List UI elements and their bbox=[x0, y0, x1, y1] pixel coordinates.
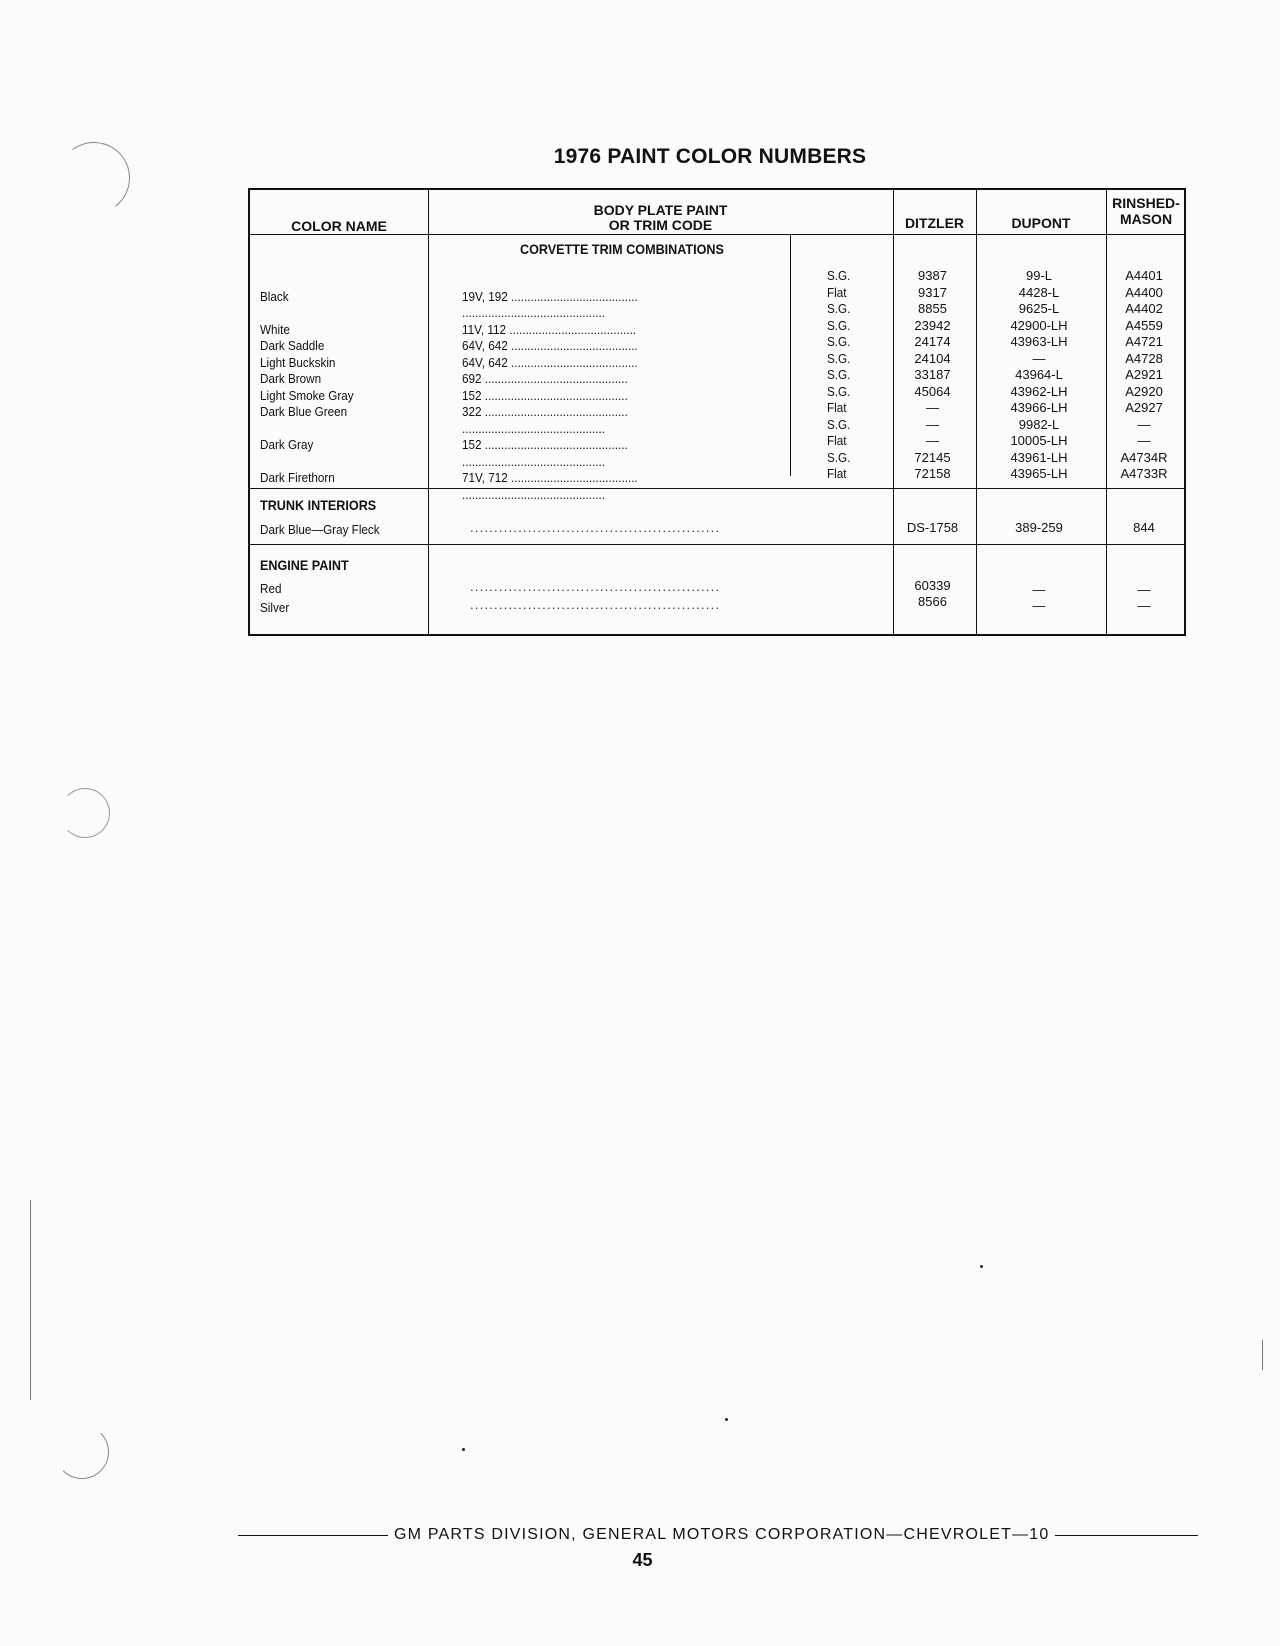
row-finish: Flat bbox=[827, 433, 847, 448]
trunk-rinshed: 844 bbox=[1133, 520, 1155, 535]
row-rinshed: A4721 bbox=[1125, 334, 1163, 349]
row-color-name: Dark Saddle bbox=[260, 338, 325, 353]
engine-row-red-dots: .................................................... bbox=[470, 579, 721, 594]
row-rinshed: A2921 bbox=[1125, 367, 1163, 382]
engine-row-red-dupont: — bbox=[1032, 582, 1046, 597]
row-trim-code: ............................................ bbox=[462, 453, 606, 469]
engine-row-silver-dupont: — bbox=[1032, 598, 1046, 613]
trunk-dots: .................................................... bbox=[470, 520, 721, 535]
row-rinshed: A4401 bbox=[1125, 268, 1163, 283]
row-color-name: Dark Blue Green bbox=[260, 404, 348, 419]
row-rinshed: A4400 bbox=[1125, 284, 1163, 300]
header-body-plate-line2: OR TRIM CODE bbox=[608, 217, 713, 233]
row-finish: Flat bbox=[827, 466, 847, 481]
row-dupont: — bbox=[1032, 350, 1046, 366]
footer-rule-left bbox=[238, 1535, 388, 1536]
corvette-subheader: CORVETTE TRIM COMBINATIONS bbox=[520, 241, 724, 257]
row-finish: S.G. bbox=[827, 416, 851, 432]
row-ditzler: — bbox=[926, 400, 939, 415]
row-dupont: 43961-LH bbox=[1010, 449, 1068, 465]
column-divider bbox=[428, 190, 429, 634]
row-finish: S.G. bbox=[827, 367, 851, 382]
row-trim-code: 692 ............................................ bbox=[462, 371, 628, 386]
scan-speck bbox=[725, 1418, 728, 1421]
row-ditzler: 24174 bbox=[914, 334, 951, 349]
trunk-ditzler: DS-1758 bbox=[906, 520, 959, 535]
row-finish: S.G. bbox=[827, 334, 851, 349]
binder-hole-bottom bbox=[55, 1425, 109, 1479]
row-ditzler: — bbox=[926, 416, 939, 432]
row-dupont: 4428-L bbox=[1018, 284, 1060, 300]
scan-speck bbox=[462, 1448, 465, 1451]
row-dupont: 43965-LH bbox=[1010, 466, 1068, 481]
row-finish: Flat bbox=[827, 284, 847, 300]
row-dupont: 43964-L bbox=[1015, 367, 1063, 382]
row-dupont: 10005-LH bbox=[1010, 433, 1068, 448]
row-color-name: Light Buckskin bbox=[260, 354, 336, 370]
row-rinshed: A4728 bbox=[1125, 350, 1163, 366]
row-finish: S.G. bbox=[827, 301, 851, 316]
engine-row-silver-ditzler: 8566 bbox=[918, 594, 947, 609]
row-trim-code: ............................................ bbox=[462, 420, 606, 436]
row-color-name: Black bbox=[260, 288, 289, 304]
row-ditzler: 9387 bbox=[918, 268, 947, 283]
row-color-name: Light Smoke Gray bbox=[260, 387, 354, 403]
row-rinshed: A4559 bbox=[1125, 317, 1163, 333]
engine-section-title: ENGINE PAINT bbox=[260, 557, 349, 573]
engine-row-silver-rinshed: — bbox=[1137, 598, 1151, 613]
row-rinshed: A2920 bbox=[1125, 383, 1163, 399]
row-dupont: 43966-LH bbox=[1010, 400, 1068, 415]
row-trim-code: 322 ............................................ bbox=[462, 404, 628, 419]
header-rinshed-line2: MASON bbox=[1119, 211, 1173, 227]
footer-rule-right bbox=[1055, 1535, 1198, 1536]
row-ditzler: — bbox=[926, 433, 939, 448]
finish-divider bbox=[790, 234, 791, 476]
row-color-name: White bbox=[260, 321, 290, 337]
row-color-name: Dark Gray bbox=[260, 437, 314, 452]
engine-row-silver-name: Silver bbox=[260, 600, 290, 615]
scan-edge-left bbox=[30, 1200, 31, 1400]
binder-hole-middle bbox=[60, 788, 110, 838]
scan-speck bbox=[980, 1265, 983, 1268]
row-finish: S.G. bbox=[827, 449, 851, 465]
row-dupont: 43963-LH bbox=[1010, 334, 1068, 349]
row-trim-code: 64V, 642 ....................................... bbox=[462, 354, 638, 370]
engine-row-red-rinshed: — bbox=[1137, 582, 1151, 597]
trunk-section-title: TRUNK INTERIORS bbox=[260, 497, 377, 513]
row-finish: S.G. bbox=[827, 350, 851, 366]
row-ditzler: 23942 bbox=[914, 317, 951, 333]
row-color-name: Dark Firethorn bbox=[260, 470, 335, 485]
header-dupont: DUPONT bbox=[1011, 215, 1071, 231]
row-trim-code: ............................................ bbox=[462, 486, 606, 502]
scan-edge-right bbox=[1262, 1340, 1263, 1370]
row-ditzler: 33187 bbox=[914, 367, 951, 382]
row-dupont: 43962-LH bbox=[1010, 383, 1068, 399]
row-trim-code: 152 ............................................ bbox=[462, 437, 628, 452]
row-dupont: 99-L bbox=[1025, 268, 1053, 283]
row-color-name: Dark Brown bbox=[260, 371, 322, 386]
row-ditzler: 72145 bbox=[914, 449, 951, 465]
row-trim-code: 19V, 192 ....................................... bbox=[462, 288, 638, 304]
section-rule bbox=[250, 544, 1184, 545]
row-rinshed: — bbox=[1137, 433, 1151, 448]
row-ditzler: 24104 bbox=[914, 350, 951, 366]
row-rinshed: A4733R bbox=[1120, 466, 1168, 481]
row-dupont: 9982-L bbox=[1018, 416, 1060, 432]
row-trim-code: 152 ............................................ bbox=[462, 387, 628, 403]
row-rinshed: A4402 bbox=[1125, 301, 1163, 316]
row-rinshed: A4734R bbox=[1120, 449, 1168, 465]
header-ditzler: DITZLER bbox=[904, 215, 965, 231]
row-trim-code: 71V, 712 ....................................... bbox=[462, 470, 638, 485]
page-number-wrap bbox=[0, 1550, 1280, 1571]
header-color-name: COLOR NAME bbox=[291, 218, 387, 234]
page-title: 1976 PAINT COLOR NUMBERS bbox=[553, 145, 867, 168]
row-dupont: 42900-LH bbox=[1010, 317, 1068, 333]
engine-row-silver-dots: .................................................... bbox=[470, 597, 721, 612]
section-rule bbox=[250, 488, 1184, 489]
footer bbox=[238, 1523, 1198, 1547]
row-dupont: 9625-L bbox=[1018, 301, 1060, 316]
row-rinshed: A2927 bbox=[1125, 400, 1163, 415]
engine-row-red-name: Red bbox=[260, 581, 282, 596]
row-finish: Flat bbox=[827, 400, 847, 415]
row-rinshed: — bbox=[1137, 416, 1151, 432]
header-body-plate-line1: BODY PLATE PAINT bbox=[593, 202, 728, 218]
row-finish: S.G. bbox=[827, 383, 851, 399]
engine-row-red-ditzler: 60339 bbox=[914, 578, 951, 593]
row-trim-code: 64V, 642 ....................................... bbox=[462, 338, 638, 353]
trunk-color-name: Dark Blue—Gray Fleck bbox=[260, 522, 380, 537]
row-ditzler: 45064 bbox=[914, 383, 951, 399]
page-number: 45 bbox=[632, 1550, 653, 1570]
row-trim-code: ............................................ bbox=[462, 305, 606, 320]
row-finish: S.G. bbox=[827, 268, 851, 283]
row-ditzler: 72158 bbox=[914, 466, 951, 481]
footer-text: GM PARTS DIVISION, GENERAL MOTORS CORPORATION—CHEVROLET—10 bbox=[394, 1526, 1050, 1543]
row-ditzler: 9317 bbox=[918, 284, 947, 300]
row-finish: S.G. bbox=[827, 317, 851, 333]
trunk-dupont: 389-259 bbox=[1015, 520, 1063, 535]
row-trim-code: 11V, 112 ....................................... bbox=[462, 321, 637, 337]
header-rinshed-line1: RINSHED- bbox=[1112, 195, 1180, 211]
row-ditzler: 8855 bbox=[918, 301, 947, 316]
